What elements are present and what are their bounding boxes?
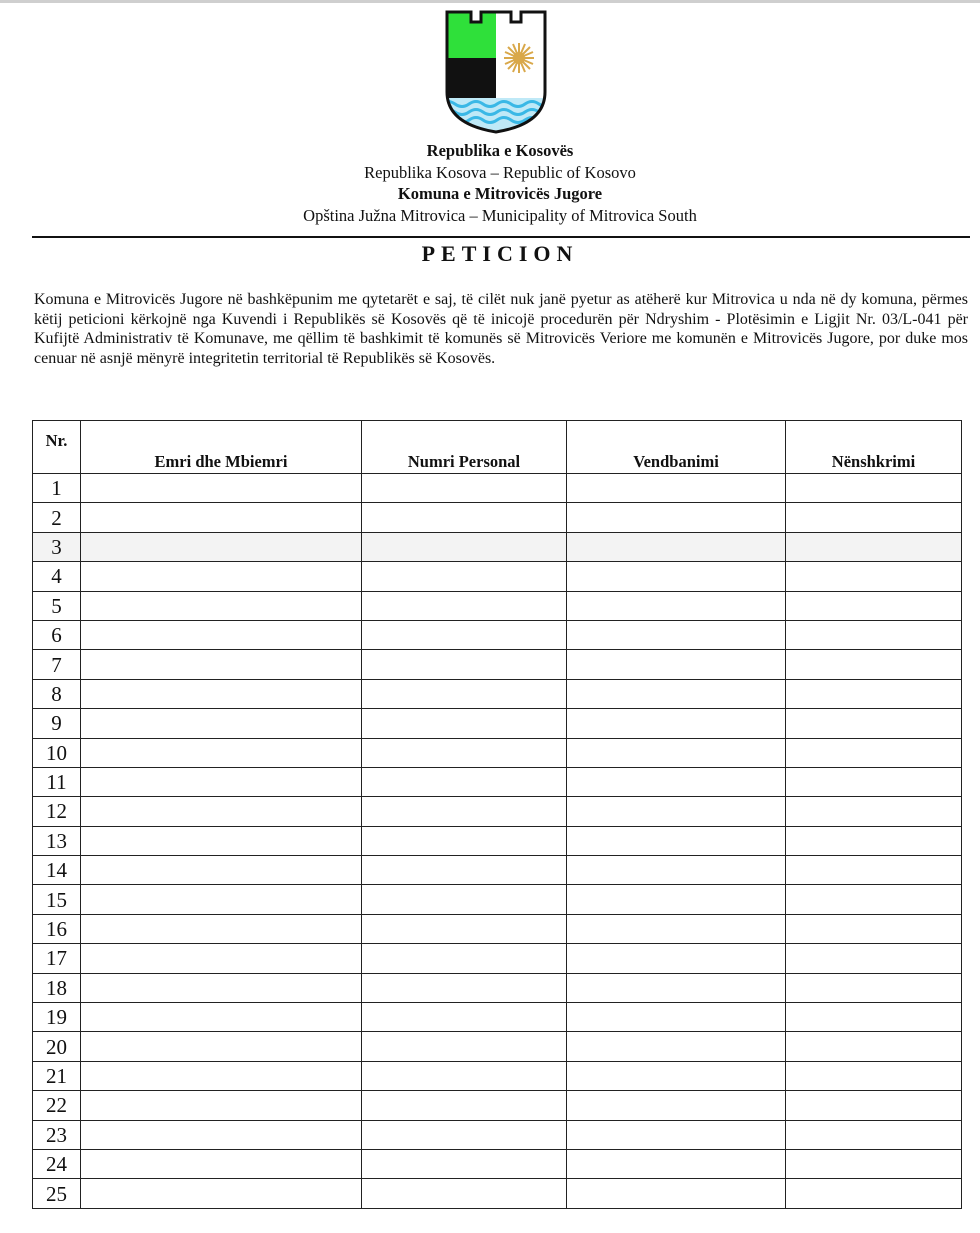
name-cell[interactable] bbox=[81, 1179, 362, 1208]
personal-number-cell[interactable] bbox=[362, 797, 567, 826]
row-number: 6 bbox=[33, 620, 81, 649]
name-cell[interactable] bbox=[81, 709, 362, 738]
name-cell[interactable] bbox=[81, 944, 362, 973]
name-cell[interactable] bbox=[81, 738, 362, 767]
residence-cell[interactable] bbox=[567, 944, 786, 973]
crest-green-quarter bbox=[441, 6, 496, 58]
residence-cell[interactable] bbox=[567, 1003, 786, 1032]
table-row bbox=[33, 679, 962, 708]
personal-number-cell[interactable] bbox=[362, 532, 567, 561]
name-cell[interactable] bbox=[81, 591, 362, 620]
table-row bbox=[33, 650, 962, 679]
table-row bbox=[33, 620, 962, 649]
table-row bbox=[33, 1003, 962, 1032]
name-cell[interactable] bbox=[81, 1061, 362, 1090]
personal-number-cell[interactable] bbox=[362, 1032, 567, 1061]
row-number: 2 bbox=[33, 503, 81, 532]
personal-number-cell[interactable] bbox=[362, 826, 567, 855]
signature-cell[interactable] bbox=[786, 797, 962, 826]
personal-number-cell[interactable] bbox=[362, 914, 567, 943]
document-title: PETICION bbox=[421, 241, 579, 266]
name-cell[interactable] bbox=[81, 1120, 362, 1149]
signature-cell[interactable] bbox=[786, 1091, 962, 1120]
table-row bbox=[33, 738, 962, 767]
residence-cell[interactable] bbox=[567, 503, 786, 532]
name-cell[interactable] bbox=[81, 1149, 362, 1178]
signature-cell[interactable] bbox=[786, 620, 962, 649]
table-row bbox=[33, 767, 962, 796]
row-number: 3 bbox=[33, 532, 81, 561]
row-number: 8 bbox=[33, 679, 81, 708]
signature-cell[interactable] bbox=[786, 709, 962, 738]
residence-cell[interactable] bbox=[567, 914, 786, 943]
signature-cell[interactable] bbox=[786, 1179, 962, 1208]
table-row bbox=[33, 1091, 962, 1120]
row-number: 19 bbox=[33, 1003, 81, 1032]
personal-number-cell[interactable] bbox=[362, 1120, 567, 1149]
header-country-albanian: Republika e Kosovës bbox=[426, 141, 574, 160]
personal-number-cell[interactable] bbox=[362, 591, 567, 620]
row-number: 23 bbox=[33, 1120, 81, 1149]
signature-cell[interactable] bbox=[786, 503, 962, 532]
signature-cell[interactable] bbox=[786, 474, 962, 503]
signature-cell[interactable] bbox=[786, 767, 962, 796]
table-row bbox=[33, 474, 962, 503]
municipality-crest bbox=[441, 6, 551, 136]
row-number: 7 bbox=[33, 650, 81, 679]
residence-cell[interactable] bbox=[567, 885, 786, 914]
personal-number-cell[interactable] bbox=[362, 503, 567, 532]
residence-cell[interactable] bbox=[567, 620, 786, 649]
signature-cell[interactable] bbox=[786, 885, 962, 914]
personal-number-cell[interactable] bbox=[362, 856, 567, 885]
row-number: 15 bbox=[33, 885, 81, 914]
personal-number-cell[interactable] bbox=[362, 474, 567, 503]
signature-cell[interactable] bbox=[786, 679, 962, 708]
signature-cell[interactable] bbox=[786, 591, 962, 620]
row-number: 21 bbox=[33, 1061, 81, 1090]
signature-cell[interactable] bbox=[786, 562, 962, 591]
header-municipality: Komuna e Mitrovicës Jugore bbox=[397, 184, 603, 203]
row-number: 17 bbox=[33, 944, 81, 973]
table-row bbox=[33, 591, 962, 620]
table-row bbox=[33, 973, 962, 1002]
table-row bbox=[33, 503, 962, 532]
residence-cell[interactable] bbox=[567, 1032, 786, 1061]
row-number: 12 bbox=[33, 797, 81, 826]
column-header-personal-number: Numri Personal bbox=[362, 421, 567, 474]
name-cell[interactable] bbox=[81, 532, 362, 561]
row-number: 10 bbox=[33, 738, 81, 767]
personal-number-cell[interactable] bbox=[362, 767, 567, 796]
table-row bbox=[33, 826, 962, 855]
residence-cell[interactable] bbox=[567, 1149, 786, 1178]
residence-cell[interactable] bbox=[567, 826, 786, 855]
column-header-name: Emri dhe Mbiemri bbox=[81, 421, 362, 474]
signature-cell[interactable] bbox=[786, 1120, 962, 1149]
signature-cell[interactable] bbox=[786, 914, 962, 943]
header-country-translations: Republika Kosova – Republic of Kosovo bbox=[364, 162, 636, 182]
table-row bbox=[33, 856, 962, 885]
residence-cell[interactable] bbox=[567, 856, 786, 885]
residence-cell[interactable] bbox=[567, 650, 786, 679]
name-cell[interactable] bbox=[81, 973, 362, 1002]
name-cell[interactable] bbox=[81, 1032, 362, 1061]
signature-cell[interactable] bbox=[786, 944, 962, 973]
personal-number-cell[interactable] bbox=[362, 1149, 567, 1178]
residence-cell[interactable] bbox=[567, 1120, 786, 1149]
petition-text: Komuna e Mitrovicës Jugore në bashkëpunim me qytetarët e saj, të cilët nuk janë pyetur as atëherë kur Mitrovica u nda në dy komuna, përmes këtij peticioni kërkojnë nga Kuvendi i Republikës së Kosovës që të inicojë procedurën për Ndryshim - Plotësimin e Ligjit Nr. 03/L-041 për Kufijtë Administrativ të Komunave, me qëllim të bashkimit të komunës së Mitrovicës Veriore me komunën e Mitrovicës Jugore, por duke mos cenuar në asnjë mënyrë integritetin territorial të Republikës së Kosovës. bbox=[34, 291, 968, 367]
table-header-row bbox=[33, 421, 962, 474]
crest-black-quarter bbox=[441, 58, 496, 98]
row-number: 4 bbox=[33, 562, 81, 591]
page-top-edge bbox=[0, 0, 980, 3]
signature-table bbox=[32, 420, 962, 1209]
document-header bbox=[0, 140, 980, 226]
table-row bbox=[33, 1120, 962, 1149]
signature-cell[interactable] bbox=[786, 1032, 962, 1061]
residence-cell[interactable] bbox=[567, 474, 786, 503]
column-header-nr: Nr. bbox=[33, 421, 81, 474]
signature-cell[interactable] bbox=[786, 1149, 962, 1178]
signature-cell[interactable] bbox=[786, 532, 962, 561]
personal-number-cell[interactable] bbox=[362, 620, 567, 649]
row-number: 13 bbox=[33, 826, 81, 855]
residence-cell[interactable] bbox=[567, 532, 786, 561]
personal-number-cell[interactable] bbox=[362, 709, 567, 738]
name-cell[interactable] bbox=[81, 885, 362, 914]
personal-number-cell[interactable] bbox=[362, 1091, 567, 1120]
name-cell[interactable] bbox=[81, 826, 362, 855]
personal-number-cell[interactable] bbox=[362, 944, 567, 973]
signature-cell[interactable] bbox=[786, 826, 962, 855]
signature-cell[interactable] bbox=[786, 973, 962, 1002]
row-number: 11 bbox=[33, 767, 81, 796]
residence-cell[interactable] bbox=[567, 1091, 786, 1120]
personal-number-cell[interactable] bbox=[362, 1061, 567, 1090]
residence-cell[interactable] bbox=[567, 767, 786, 796]
name-cell[interactable] bbox=[81, 620, 362, 649]
row-number: 14 bbox=[33, 856, 81, 885]
residence-cell[interactable] bbox=[567, 1179, 786, 1208]
row-number: 25 bbox=[33, 1179, 81, 1208]
table-row bbox=[33, 885, 962, 914]
name-cell[interactable] bbox=[81, 767, 362, 796]
row-number: 16 bbox=[33, 914, 81, 943]
name-cell[interactable] bbox=[81, 1003, 362, 1032]
row-number: 22 bbox=[33, 1091, 81, 1120]
name-cell[interactable] bbox=[81, 650, 362, 679]
personal-number-cell[interactable] bbox=[362, 885, 567, 914]
residence-cell[interactable] bbox=[567, 709, 786, 738]
table-row bbox=[33, 562, 962, 591]
header-divider bbox=[32, 236, 970, 238]
row-number: 9 bbox=[33, 709, 81, 738]
residence-cell[interactable] bbox=[567, 738, 786, 767]
residence-cell[interactable] bbox=[567, 591, 786, 620]
table-row bbox=[33, 1179, 962, 1208]
table-row bbox=[33, 1149, 962, 1178]
personal-number-cell[interactable] bbox=[362, 562, 567, 591]
name-cell[interactable] bbox=[81, 856, 362, 885]
table-row bbox=[33, 797, 962, 826]
name-cell[interactable] bbox=[81, 474, 362, 503]
name-cell[interactable] bbox=[81, 1091, 362, 1120]
table-row bbox=[33, 709, 962, 738]
row-number: 20 bbox=[33, 1032, 81, 1061]
personal-number-cell[interactable] bbox=[362, 679, 567, 708]
sun-icon bbox=[504, 43, 534, 73]
personal-number-cell[interactable] bbox=[362, 650, 567, 679]
signature-cell[interactable] bbox=[786, 856, 962, 885]
row-number: 24 bbox=[33, 1149, 81, 1178]
name-cell[interactable] bbox=[81, 562, 362, 591]
signature-cell[interactable] bbox=[786, 650, 962, 679]
residence-cell[interactable] bbox=[567, 797, 786, 826]
table-row bbox=[33, 1061, 962, 1090]
row-number: 18 bbox=[33, 973, 81, 1002]
row-number: 5 bbox=[33, 591, 81, 620]
table-row bbox=[33, 532, 962, 561]
table-row bbox=[33, 944, 962, 973]
name-cell[interactable] bbox=[81, 797, 362, 826]
signature-cell[interactable] bbox=[786, 1003, 962, 1032]
table-row bbox=[33, 1032, 962, 1061]
personal-number-cell[interactable] bbox=[362, 1003, 567, 1032]
residence-cell[interactable] bbox=[567, 1061, 786, 1090]
personal-number-cell[interactable] bbox=[362, 738, 567, 767]
name-cell[interactable] bbox=[81, 679, 362, 708]
personal-number-cell[interactable] bbox=[362, 1179, 567, 1208]
residence-cell[interactable] bbox=[567, 679, 786, 708]
column-header-signature: Nënshkrimi bbox=[786, 421, 962, 474]
signature-cell[interactable] bbox=[786, 1061, 962, 1090]
signature-cell[interactable] bbox=[786, 738, 962, 767]
name-cell[interactable] bbox=[81, 914, 362, 943]
table-row bbox=[33, 914, 962, 943]
row-number: 1 bbox=[33, 474, 81, 503]
header-municipality-translations: Opština Južna Mitrovica – Municipality of Mitrovica South bbox=[303, 205, 697, 225]
residence-cell[interactable] bbox=[567, 973, 786, 1002]
name-cell[interactable] bbox=[81, 503, 362, 532]
personal-number-cell[interactable] bbox=[362, 973, 567, 1002]
column-header-residence: Vendbanimi bbox=[567, 421, 786, 474]
residence-cell[interactable] bbox=[567, 562, 786, 591]
